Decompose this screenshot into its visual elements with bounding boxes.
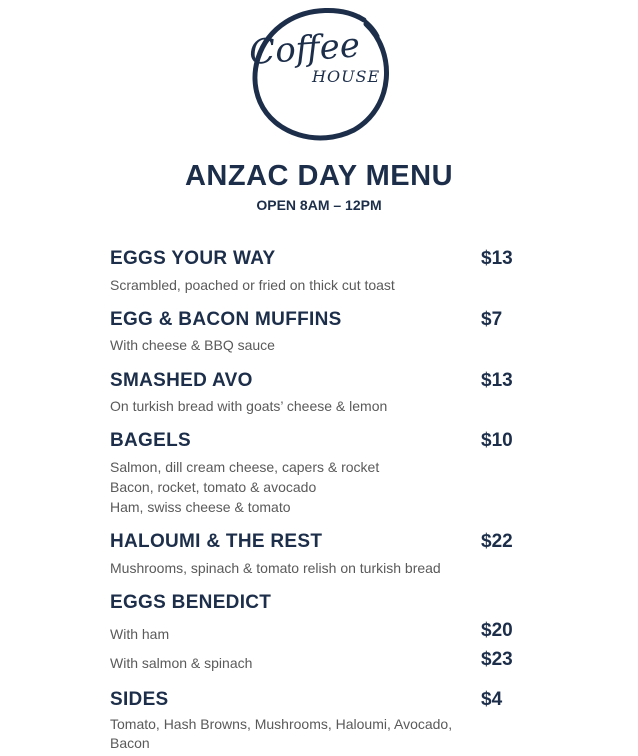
logo-word-coffee: Coffee [247, 25, 362, 73]
menu-item-description: With cheese & BBQ sauce [110, 337, 275, 353]
menu-item-price: $13 [481, 248, 513, 269]
menu-item-price: $22 [481, 531, 513, 552]
menu-item-option-label: With salmon & spinach [110, 655, 253, 671]
menu-item-description: Bacon, rocket, tomato & avocado [110, 479, 317, 495]
menu-item-option-price: $23 [481, 649, 513, 670]
coffee-house-logo [246, 2, 396, 144]
menu-item-name: SMASHED AVO [110, 370, 253, 391]
menu-item-name: EGG & BACON MUFFINS [110, 309, 342, 330]
menu-item-price: $10 [481, 430, 513, 451]
menu-item-name: BAGELS [110, 430, 191, 451]
menu-item-name: EGGS YOUR WAY [110, 248, 276, 269]
menu-item-option-label: With ham [110, 626, 170, 642]
opening-hours: OPEN 8AM – 12PM [256, 197, 382, 213]
menu-item-description: Salmon, dill cream cheese, capers & rocket [110, 459, 380, 475]
menu-item-price: $4 [481, 689, 503, 710]
menu-item-description: Mushrooms, spinach & tomato relish on turkish bread [110, 560, 441, 576]
logo-word-house: HOUSE [312, 67, 381, 86]
menu-item-price: $7 [481, 309, 503, 330]
menu-item-description: Ham, swiss cheese & tomato [110, 499, 291, 515]
menu-item-name: SIDES [110, 689, 169, 710]
menu-item-description: Scrambled, poached or fried on thick cut toast [110, 277, 395, 293]
menu-title: ANZAC DAY MENU [184, 160, 454, 192]
menu-item-description: Tomato, Hash Browns, Mushrooms, Haloumi, Avocado, [110, 716, 453, 732]
menu-item-name: EGGS BENEDICT [110, 592, 272, 613]
menu-item-price: $13 [481, 370, 513, 391]
menu-item-option-price: $20 [481, 620, 513, 641]
menu-item-description: On turkish bread with goats’ cheese & lemon [110, 398, 388, 414]
menu-item-name: HALOUMI & THE REST [110, 531, 323, 552]
menu-item-description: Bacon [110, 735, 150, 751]
